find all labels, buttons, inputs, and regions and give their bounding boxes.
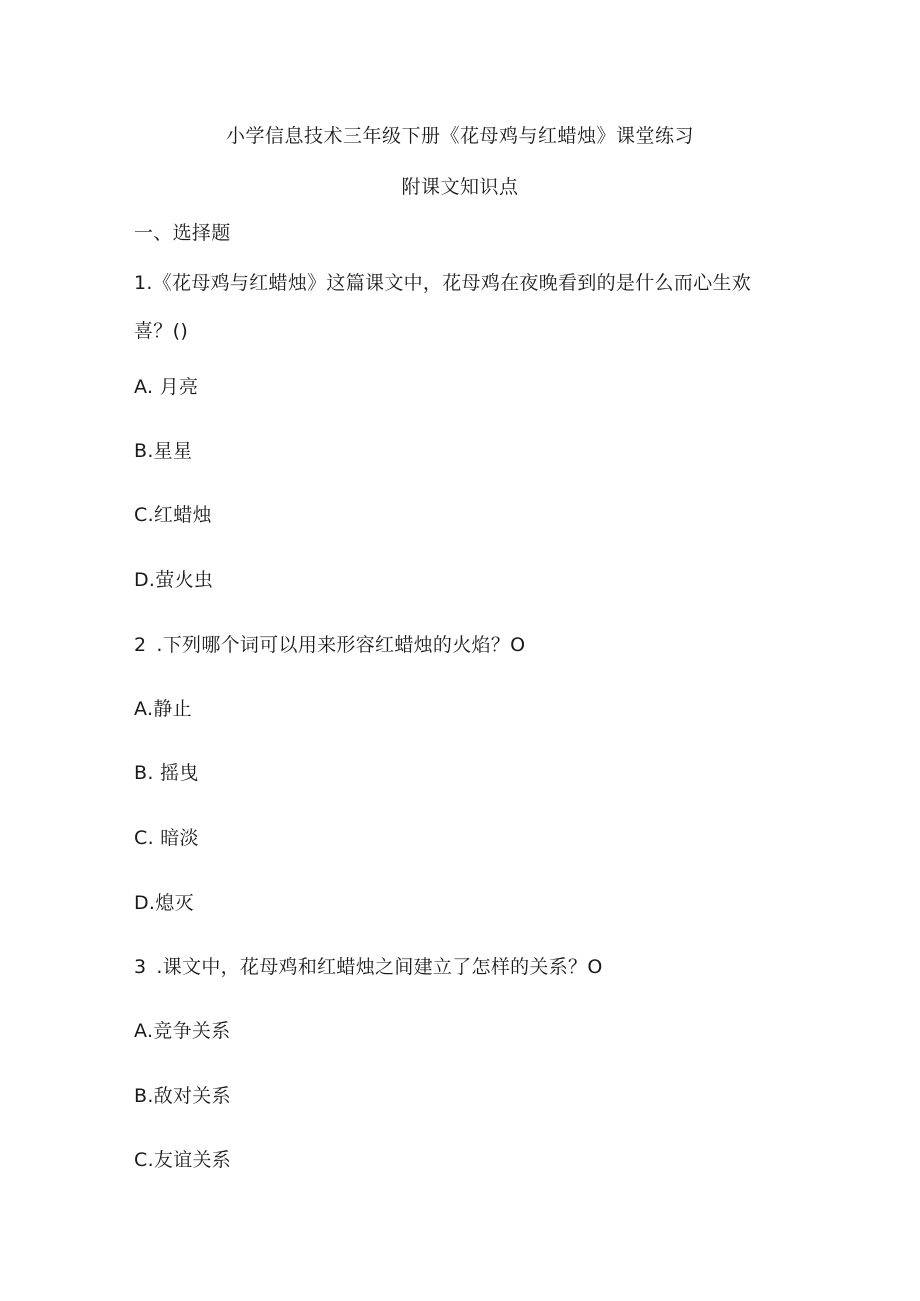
question-1-option-d: D.萤火虫 [134, 569, 214, 591]
question-3-option-a: A.竞争关系 [134, 1020, 231, 1042]
question-1-option-c: C.红蜡烛 [134, 504, 212, 526]
question-2 [134, 630, 525, 657]
question-2-option-c: C. 暗淡 [134, 827, 199, 849]
question-1-line-1 [134, 268, 751, 295]
question-3-option-c: C.友谊关系 [134, 1149, 232, 1171]
question-2-option-b: B. 摇曳 [134, 762, 199, 784]
question-text: .下列哪个词可以用来形容红蜡烛的火焰？O [156, 634, 526, 656]
document-title: 小学信息技术三年级下册《花母鸡与红蜡烛》课堂练习 [225, 125, 694, 147]
question-1-option-a: A. 月亮 [134, 376, 199, 398]
question-text: 《花母鸡与红蜡烛》这篇课文中，花母鸡在夜晚看到的是什么而心生欢 [152, 272, 752, 294]
question-number: 2 [134, 634, 147, 656]
question-number: 1. [134, 272, 153, 294]
question-2-option-d: D.熄灭 [134, 892, 194, 914]
question-number: 3 [134, 956, 147, 978]
question-text: .课文中，花母鸡和红蜡烛之间建立了怎样的关系？O [156, 956, 603, 978]
document-subtitle: 附课文知识点 [401, 176, 519, 198]
question-1-line-2: 喜？() [134, 320, 189, 342]
question-3-option-b: B.敌对关系 [134, 1085, 231, 1107]
section-heading: 一、选择题 [134, 222, 231, 244]
question-1-option-b: B.星星 [134, 440, 193, 462]
question-3 [134, 952, 603, 979]
question-2-option-a: A.静止 [134, 698, 192, 720]
